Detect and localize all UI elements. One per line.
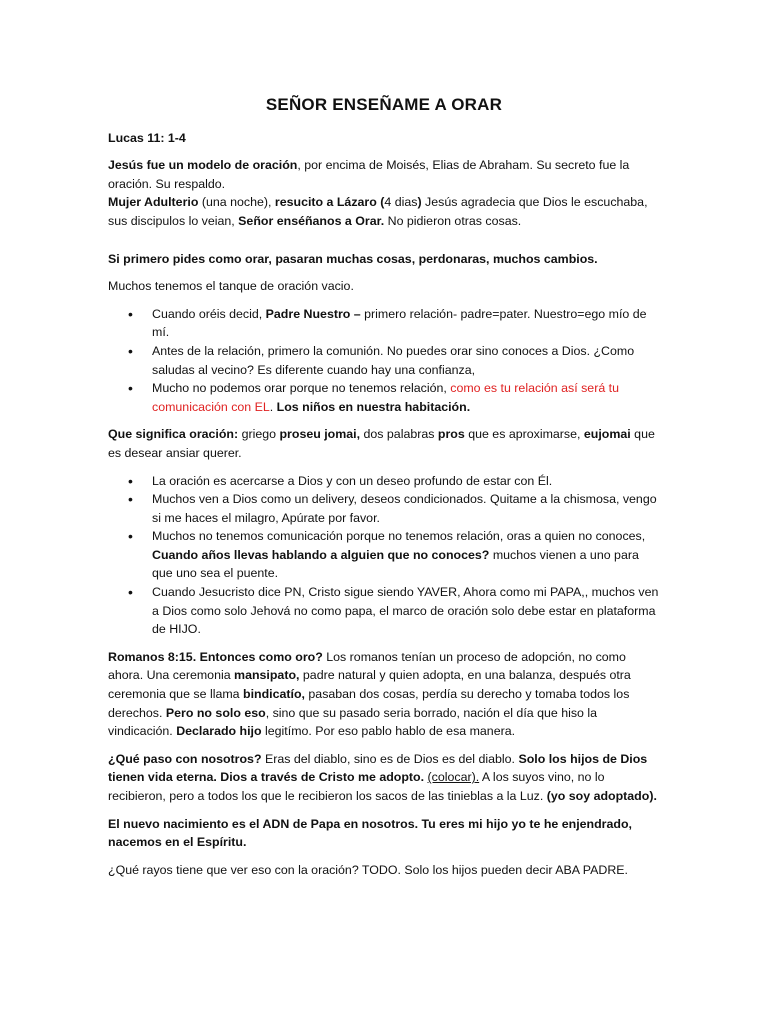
text-run: Muchos ven a Dios como un delivery, deseos condicionados. Quitame a la chismosa, vengo si me haces el milagro, Apúrate por favor. xyxy=(152,492,657,525)
text-run: Cuando Jesucristo dice PN, Cristo sigue siendo YAVER, Ahora como mi PAPA,, muchos ven a Dios como solo Jehová no como papa, el marco de oración solo debe estar en plataforma de HIJO. xyxy=(152,585,659,637)
text-run: Mujer Adulterio xyxy=(108,195,199,210)
text-run: como es tu relación así será tu comunicación con EL xyxy=(152,381,619,414)
text-run: proseu jomai, xyxy=(279,427,361,442)
text-run: Señor enséñanos a Orar. xyxy=(238,213,385,228)
text-run: 4 dias xyxy=(384,195,418,210)
text-run: El nuevo nacimiento es el ADN de Papa en nosotros. Tu eres mi hijo yo te he enjendrado, nacemos en el Espíritu. xyxy=(108,816,632,850)
text-run: , por encima de Moisés, Elias de Abraham. Su secreto fue la oración. Su respaldo. xyxy=(108,158,630,191)
text-run: Que significa oración: xyxy=(108,427,239,442)
text-run: Jesús fue un modelo de oración xyxy=(108,158,298,173)
text-run: legitímo. Por eso pablo hablo de esa manera. xyxy=(261,724,516,739)
text-run: resucito a Lázaro ( xyxy=(274,195,385,210)
text-run: ¿Qué rayos tiene que ver eso con la oración? TODO. Solo los hijos pueden decir ABA PADRE. xyxy=(108,862,628,877)
paragraph-tanque-vacio xyxy=(108,277,660,296)
text-run: La oración es acercarse a Dios y con un deseo profundo de estar con Él. xyxy=(152,473,553,488)
document-title: SEÑOR ENSEÑAME A ORAR xyxy=(265,95,503,114)
paragraph-que-rayos xyxy=(108,861,660,880)
text-run: Padre Nuestro – xyxy=(265,306,361,321)
list-item xyxy=(152,472,660,491)
paragraph-mujer-adulterio xyxy=(108,193,660,230)
text-run: Cuando oréis decid, xyxy=(152,306,266,321)
text-run: . xyxy=(269,399,277,414)
paragraph-jesus-model xyxy=(108,156,660,193)
text-run: pros xyxy=(437,427,465,442)
text-run: muchos vienen a uno para que uno sea el puente. xyxy=(152,547,639,581)
text-run: griego xyxy=(238,427,280,442)
text-run: que es desear ansiar querer. xyxy=(108,427,655,460)
text-run: Mucho no podemos orar porque no tenemos relación, xyxy=(152,381,451,396)
text-run: Muchos tenemos el tanque de oración vacio. xyxy=(108,279,354,294)
text-run: Los romanos tenían un proceso de adopción, no como ahora. Una ceremonia xyxy=(108,649,626,683)
text-run: primero relación- padre=pater. Nuestro=ego mío de mí. xyxy=(152,306,647,340)
text-run: , sino que su pasado seria borrado, nación el día que hiso la vindicación. xyxy=(108,705,598,739)
list-item xyxy=(152,379,660,416)
text-run: padre natural y quien adopta, en una balanza, después otra ceremonia que se llama xyxy=(108,668,631,702)
text-run: Los niños en nuestra habitación. xyxy=(276,399,471,414)
text-run: pasaban dos cosas, perdía su derecho y tomaba todos los derechos. xyxy=(108,687,630,720)
bullet-list-relacion xyxy=(108,305,660,417)
paragraph-si-primero xyxy=(108,250,660,269)
text-run: Eras del diablo, sino es de Dios es del diablo. xyxy=(261,751,519,766)
text-run: (yo soy adoptado). xyxy=(546,789,657,803)
text-run: No pidieron otras cosas. xyxy=(384,213,522,228)
text-run: Si primero pides como orar, pasaran muchas cosas, perdonaras, muchos cambios. xyxy=(108,251,598,266)
text-run: mansipato, xyxy=(234,668,300,683)
text-run: Muchos no tenemos comunicación porque no tenemos relación, oras a quien no conoces, xyxy=(152,529,646,544)
text-run: A los suyos vino, no lo recibieron, pero a todos los que le recibieron los sacos de las tinieblas a la Luz. xyxy=(108,770,605,803)
paragraph-nuevo-nacimiento xyxy=(108,815,660,852)
text-run: Romanos 8:15. Entonces como oro? xyxy=(108,649,323,664)
paragraph-significado-oracion xyxy=(108,425,660,462)
text-run: ¿Qué paso con nosotros? xyxy=(108,751,262,766)
text-run: que es aproximarse, xyxy=(464,427,584,442)
paragraph-que-paso xyxy=(108,750,660,806)
text-run: Pero no solo eso xyxy=(165,705,266,720)
list-item xyxy=(152,490,660,527)
text-run: bindicatío, xyxy=(243,687,305,702)
text-run: (una noche), xyxy=(198,195,275,210)
list-item xyxy=(152,342,660,379)
text-run: (colocar). xyxy=(427,770,480,785)
paragraph-romanos xyxy=(108,648,660,741)
list-item xyxy=(152,583,660,639)
text-run: Cuando años llevas hablando a alguien que no conoces? xyxy=(152,547,490,562)
text-run: Antes de la relación, primero la comunión. No puedes orar sino conoces a Dios. ¿Como saludas al vecino? Es diferente cuando hay una confianza, xyxy=(152,343,635,377)
text-run: ) xyxy=(417,195,422,210)
text-run: Lucas 11: 1-4 xyxy=(108,130,186,145)
text-run: eujomai xyxy=(583,427,631,442)
text-run: dos palabras xyxy=(360,427,438,442)
scripture-reference xyxy=(108,129,660,148)
text-run: Declarado hijo xyxy=(176,724,262,739)
bullet-list-oracion xyxy=(108,472,660,639)
text-run: Solo los hijos de Dios tienen vida eterna. Dios a través de Cristo me adopto. xyxy=(108,751,648,785)
list-item xyxy=(152,527,660,583)
list-item xyxy=(152,305,660,342)
text-run: Jesús agradecia que Dios le escuchaba, sus discipulos lo veian, xyxy=(108,195,648,228)
